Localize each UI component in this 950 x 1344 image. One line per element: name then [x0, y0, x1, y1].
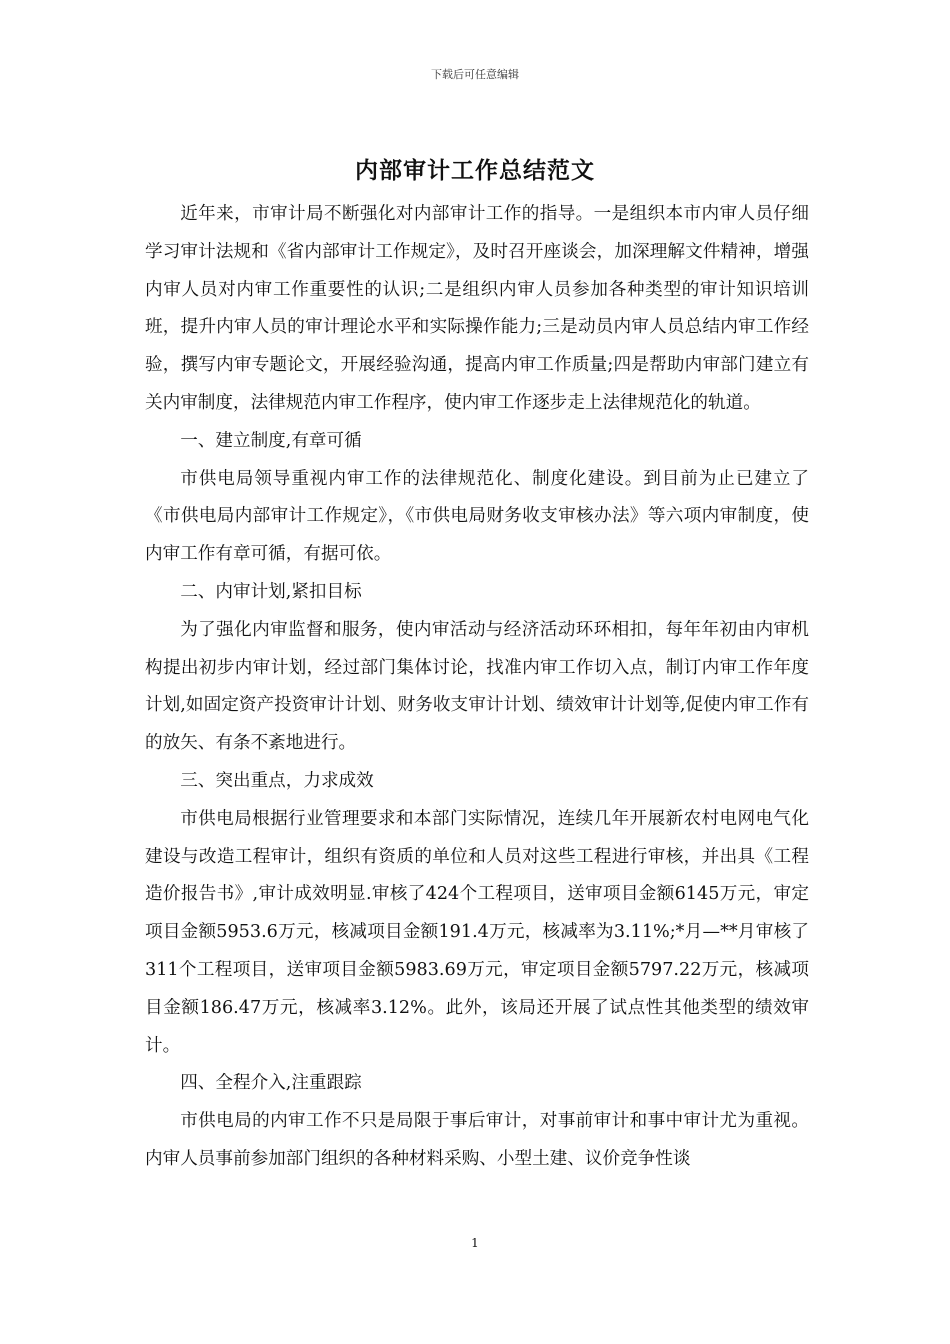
document-body: [145, 196, 809, 1179]
section-heading-2: 二、内审计划,紧扣目标: [180, 581, 362, 602]
paragraph-intro: 近年来，市审计局不断强化对内部审计工作的指导。一是组织本市内审人员仔细学习审计法规和《省内部审计工作规定》，及时召开座谈会，加深理解文件精神，增强内审人员对内审工作重要性的认识;二是组织内审人员参加各种类型的审计知识培训班，提升内审人员的审计理论水平和实际操作能力;三是动员内审人员总结内审工作经验，撰写内审专题论文，开展经验沟通，提高内审工作质量;四是帮助内审部门建立有关内审制度，法律规范内审工作程序，使内审工作逐步走上法律规范化的轨道。: [145, 204, 809, 413]
section-heading-4: 四、全程介入,注重跟踪: [180, 1073, 362, 1094]
document-title: 内部审计工作总结范文: [355, 158, 595, 184]
header-note: 下载后可任意编辑: [431, 68, 519, 81]
page-number: 1: [471, 1236, 479, 1250]
section-heading-3: 三、突出重点，力求成效: [180, 770, 374, 791]
paragraph-section-3: 市供电局根据行业管理要求和本部门实际情况，连续几年开展新农村电网电气化建设与改造工程审计，组织有资质的单位和人员对这些工程进行审核，并出具《工程造价报告书》,审计成效明显.审核了424个工程项目，送审项目金额6145万元，审定项目金额5953.6万元，核减项目金额191.4万元，核减率为3.11%;*月—**月审核了311个工程项目，送审项目金额5983.69万元，审定项目金额5797.22万元，核减项目金额186.47万元，核减率3.12%。此外，该局还开展了试点性其他类型的绩效审计。: [145, 808, 809, 1056]
paragraph-section-1: 市供电局领导重视内审工作的法律规范化、制度化建设。到目前为止已建立了《市供电局内部审计工作规定》，《市供电局财务收支审核办法》等六项内审制度，使内审工作有章可循，有据可依。: [145, 468, 809, 565]
paragraph-section-2: 为了强化内审监督和服务，使内审活动与经济活动环环相扣，每年年初由内审机构提出初步内审计划，经过部门集体讨论，找准内审工作切入点，制订内审工作年度计划,如固定资产投资审计计划、财务收支审计计划、绩效审计计划等,促使内审工作有的放矢、有条不紊地进行。: [145, 619, 809, 754]
paragraph-section-4: 市供电局的内审工作不只是局限于事后审计，对事前审计和事中审计尤为重视。内审人员事前参加部门组织的各种材料采购、小型土建、议价竞争性谈: [145, 1111, 809, 1169]
section-heading-1: 一、建立制度,有章可循: [180, 430, 362, 451]
